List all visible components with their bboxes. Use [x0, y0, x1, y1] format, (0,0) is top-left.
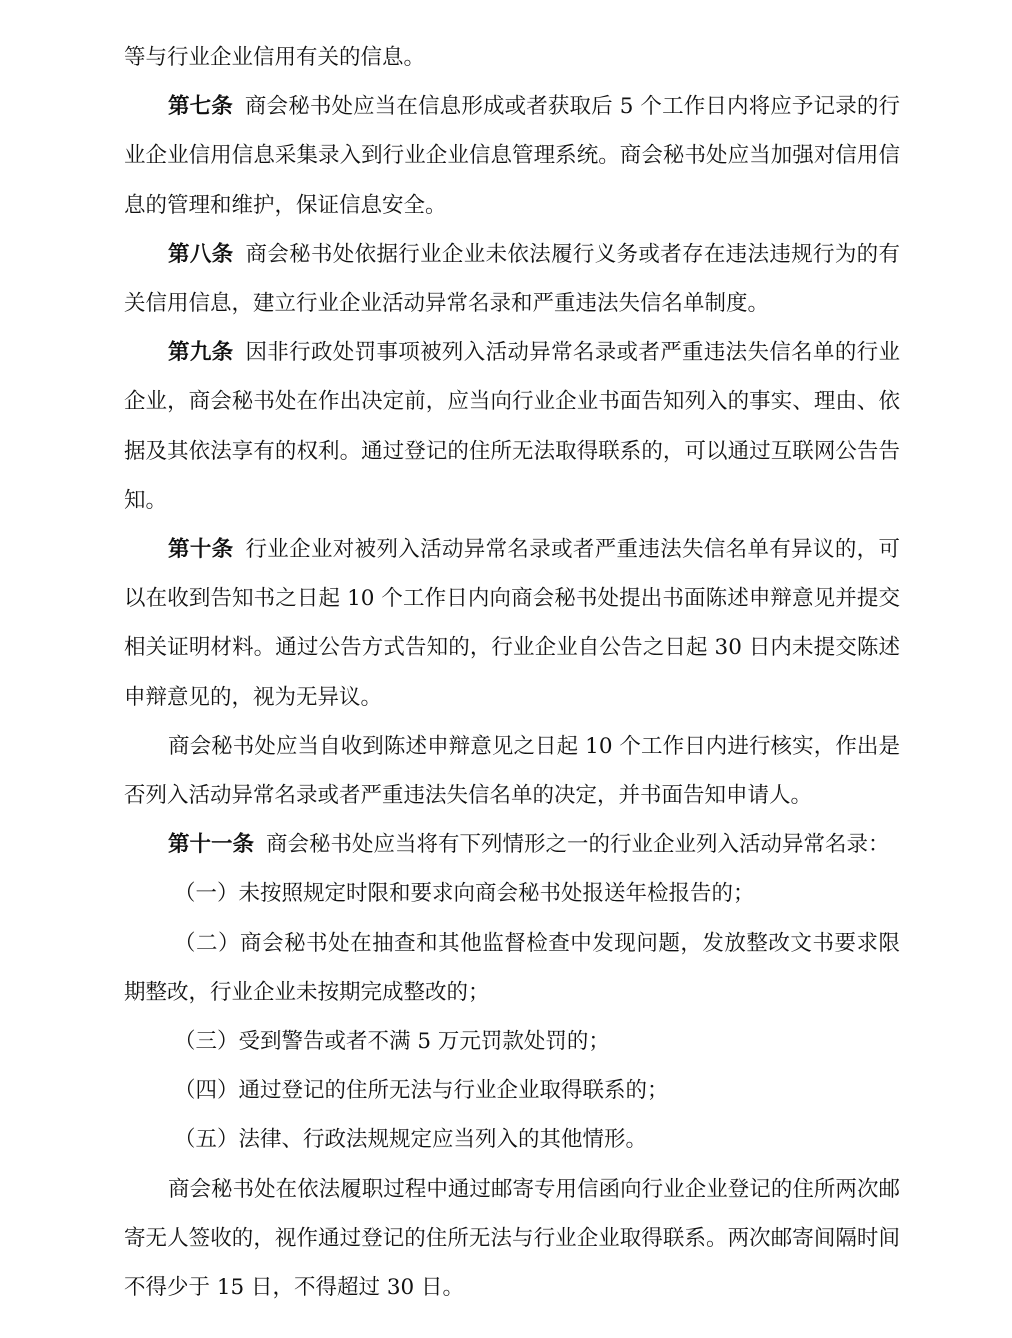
article-9	[124, 328, 900, 525]
article-heading: 第七条	[168, 94, 233, 120]
article-text: 行业企业对被列入活动异常名录或者严重违法失信名单有异议的，可以在收到告知书之日起 10 个工作日内向商会秘书处提出书面陈述申辩意见并提交相关证明材料。通过公告方式告知的，行业企业自公告之日起 30 日内未提交陈述申辩意见的，视为无异议。	[124, 537, 900, 710]
article-11	[124, 820, 900, 869]
article-text: 因非行政处罚事项被列入活动异常名录或者严重违法失信名单的行业企业，商会秘书处在作出决定前，应当向行业企业书面告知列入的事实、理由、依据及其依法享有的权利。通过登记的住所无法取得联系的，可以通过互联网公告告知。	[124, 340, 900, 513]
list-item-text: （一）未按照规定时限和要求向商会秘书处报送年检报告的；	[174, 881, 755, 907]
article-11-paragraph-2	[124, 1165, 900, 1313]
list-item-text: （三）受到警告或者不满 5 万元罚款处罚的；	[174, 1029, 610, 1055]
paragraph-text: 商会秘书处应当自收到陈述申辩意见之日起 10 个工作日内进行核实，作出是否列入活动异常名录或者严重违法失信名单的决定，并书面告知申请人。	[124, 733, 900, 809]
list-item-text: （五）法律、行政法规规定应当列入的其他情形。	[174, 1127, 648, 1153]
article-heading: 第十条	[168, 537, 234, 563]
list-item-3	[124, 1017, 900, 1066]
list-item-4	[124, 1066, 900, 1115]
list-item-text: （二）商会秘书处在抽查和其他监督检查中发现问题，发放整改文书要求限期整改，行业企业未按期完成整改的；	[124, 930, 900, 1005]
article-text: 商会秘书处依据行业企业未依法履行义务或者存在违法违规行为的有关信用信息，建立行业企业活动异常名录和严重违法失信名单制度。	[124, 241, 900, 317]
list-item-1	[124, 869, 900, 918]
article-heading: 第十一条	[168, 832, 255, 858]
article-heading: 第九条	[168, 340, 234, 366]
paragraph-text: 商会秘书处在依法履职过程中通过邮寄专用信函向行业企业登记的住所两次邮寄无人签收的，视作通过登记的住所无法与行业企业取得联系。两次邮寄间隔时间不得少于 15 日，不得超过 30 日。	[124, 1176, 900, 1301]
article-10-paragraph-2	[124, 722, 900, 820]
article-heading: 第八条	[168, 241, 234, 267]
article-text: 商会秘书处应当将有下列情形之一的行业企业列入活动异常名录：	[266, 832, 890, 858]
article-8	[124, 230, 900, 328]
article-7	[124, 82, 900, 230]
list-item-2	[124, 919, 900, 1017]
article-10	[124, 525, 900, 722]
article-text: 商会秘书处应当在信息形成或者获取后 5 个工作日内将应予记录的行业企业信用信息采集录入到行业企业信息管理系统。商会秘书处应当加强对信用信息的管理和维护，保证信息安全。	[124, 94, 900, 218]
paragraph-continuation	[124, 33, 900, 82]
paragraph-text: 等与行业企业信用有关的信息。	[124, 45, 426, 70]
list-item-5	[124, 1115, 900, 1164]
list-item-text: （四）通过登记的住所无法与行业企业取得联系的；	[174, 1078, 669, 1104]
